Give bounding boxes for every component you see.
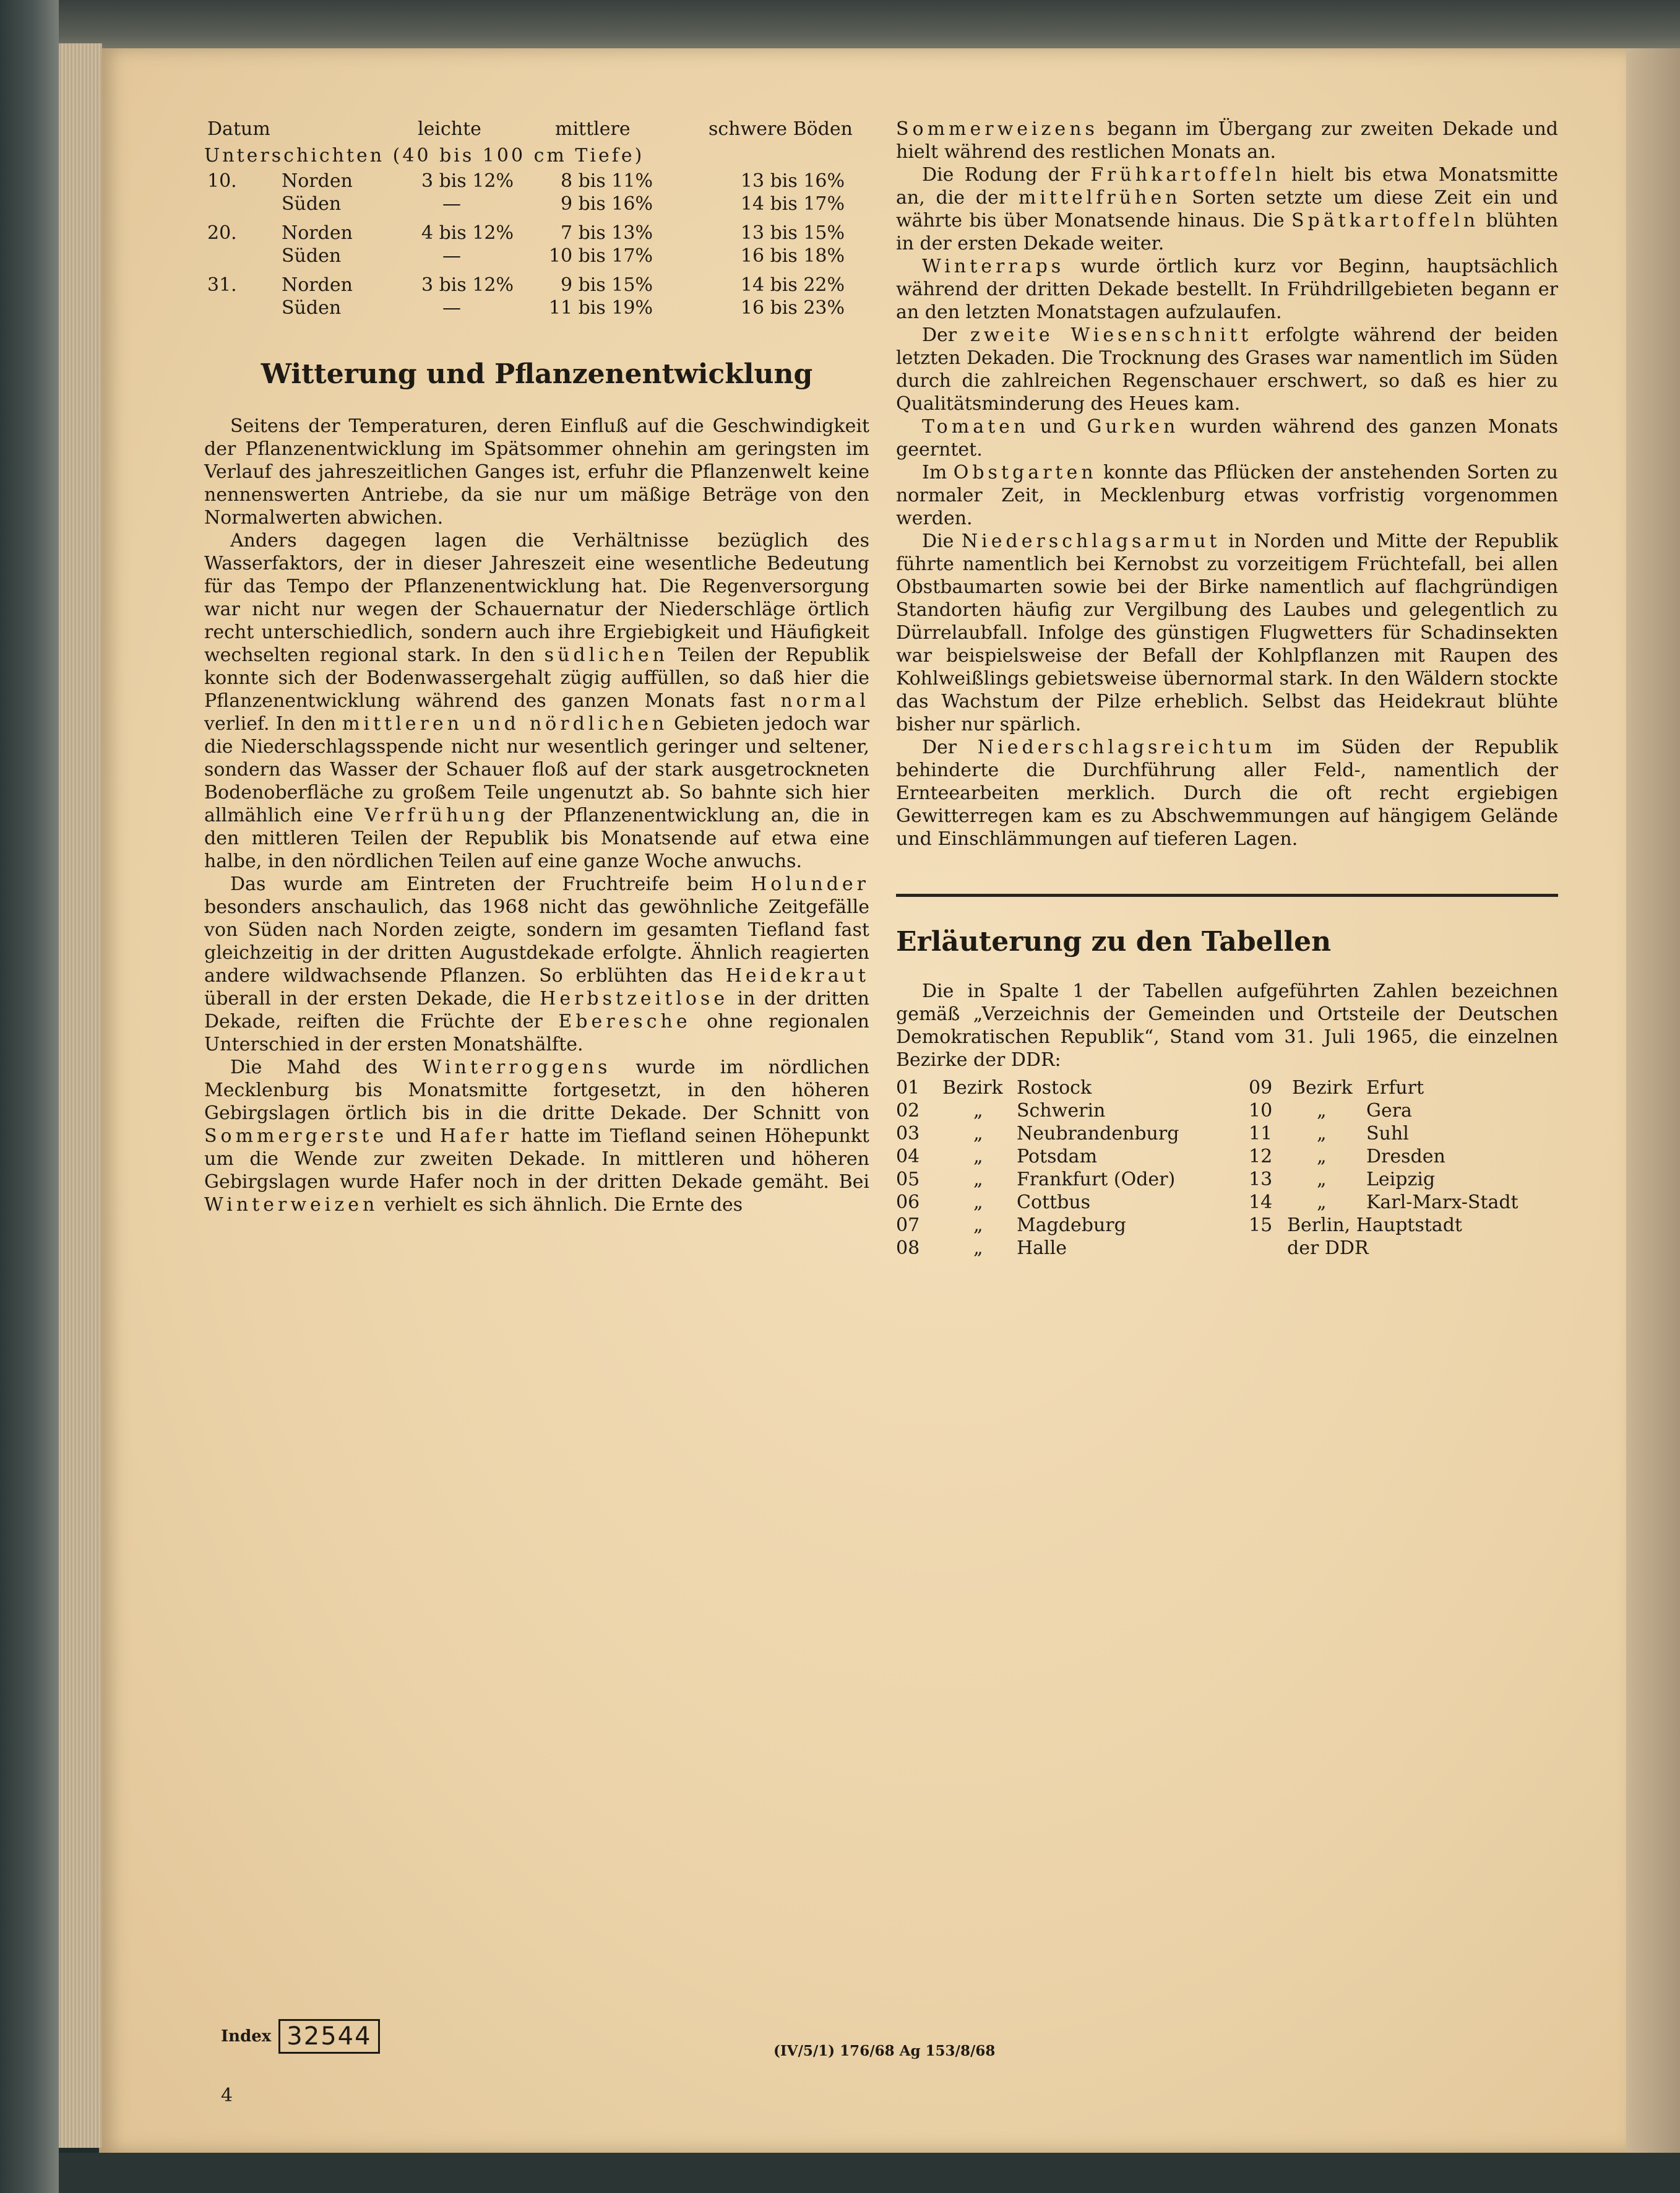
row-light: —: [442, 245, 461, 267]
paragraph-rainfall: Der Niederschlagsreichtum im Süden der Republik behinderte die Durchführung aller Feld-, namentlich der Ernteearbeiten merklich. Durch die oft recht ergiebigen Gewitterregen kam es zu Abschwemmungen auf hängigem Gelände und Einschlämmungen auf tieferen Lagen.: [896, 737, 1558, 850]
header-datum: Datum: [207, 118, 270, 140]
list-item: 04 „ Potsdam 12 „ Dresden: [896, 1146, 1445, 1167]
row-region: Süden: [282, 193, 342, 215]
list-item: 08 „ Halle der DDR: [896, 1237, 1369, 1259]
list-item: 07 „ Magdeburg 15 Berlin, Hauptstadt: [896, 1214, 1462, 1236]
row-date: 20.: [207, 222, 237, 244]
scan-bottom-edge: [59, 2153, 1680, 2193]
row-heavy: 14 bis 22%: [740, 274, 845, 296]
section-divider: [896, 894, 1558, 897]
row-medium: 11 bis 19%: [548, 297, 653, 319]
paragraph-orchard: Im Obstgarten konnte das Pflücken der anstehenden Sorten zu normaler Zeit, in Mecklenburg etwas vorfristig vorgenommen werden.: [896, 462, 1558, 529]
row-heavy: 16 bis 23%: [740, 297, 845, 319]
print-code: (IV/5/1) 176/68 Ag 153/8/68: [773, 2043, 996, 2059]
header-leichte: leichte: [418, 118, 481, 140]
page-stack-edge: [59, 43, 102, 2148]
book-binding: [0, 0, 59, 2193]
list-item: 05 „ Frankfurt (Oder) 13 „ Leipzig: [896, 1169, 1436, 1190]
paragraph-meadow: Der zweite Wiesenschnitt erfolgte während der beiden letzten Dekaden. Die Trocknung des Grases war namentlich im Süden durch die zahlreichen Regenschauer erschwert, so daß es hier zu Qualitätsminderung des Heues kam.: [896, 324, 1558, 415]
row-heavy: 14 bis 17%: [740, 193, 845, 215]
row-heavy: 16 bis 18%: [740, 245, 845, 267]
header-schwere: schwere Böden: [709, 118, 853, 140]
row-region: Süden: [282, 245, 342, 267]
header-mittlere: mittlere: [555, 118, 631, 140]
table-header-row: [204, 118, 869, 141]
table-row: [204, 274, 869, 296]
row-region: Norden: [282, 274, 353, 296]
table-row: [204, 192, 869, 215]
paragraph-water: Anders dagegen lagen die Verhältnisse bezüglich des Wasserfaktors, der in dieser Jahreszeit eine wesentliche Bedeutung für das Tempo der Pflanzenentwicklung hat. Die Regenversorgung war nicht nur wegen der Schauernatur der Niederschläge örtlich recht unterschiedlich, sondern auch ihre Ergiebigkeit und Häufigkeit wechselten regional stark. In den südlichen Teilen der Republik konnte sich der Bodenwassergehalt zügig auffüllen, so daß hier die Pflanzenentwicklung während des ganzen Monats fast normal verlief. In den mittleren und nördlichen Gebieten jedoch war die Niederschlagsspende nicht nur wesentlich geringer und seltener, sondern das Wasser der Schauer floß auf der stark ausgetrockneten Bodenoberfläche zu großem Teile ungenutzt ab. So bahnte sich hier allmählich eine Verfrühung der Pflanzenentwicklung an, die in den mittleren Teilen der Republik bis Monatsende auf etwa eine halbe, in den nördlichen Teilen auf eine ganze Woche anwuchs.: [204, 530, 870, 872]
list-item: 02 „ Schwerin 10 „ Gera: [896, 1100, 1412, 1122]
table-row: [204, 244, 869, 267]
row-light: 3 bis 12%: [421, 170, 514, 192]
page-number: 4: [221, 2085, 233, 2106]
table-row: [204, 222, 869, 244]
right-column: [896, 118, 1558, 1260]
index-number: 32544: [278, 2019, 379, 2054]
row-heavy: 13 bis 16%: [740, 170, 845, 192]
section-heading: Witterung und Pflanzenentwicklung: [261, 358, 813, 390]
paragraph-rapeseed: Winterraps wurde örtlich kurz vor Beginn, hauptsächlich während der dritten Dekade bestellt. In Frühdrillgebieten begann er an den letzten Monatstagen aufzulaufen.: [896, 256, 1558, 323]
index-block: [221, 2019, 380, 2054]
left-column: [204, 118, 869, 1216]
index-label: Index: [221, 2027, 272, 2046]
list-item: 03 „ Neubrandenburg 11 „ Suhl: [896, 1123, 1409, 1144]
paragraph-drought: Die Niederschlagsarmut in Norden und Mitte der Republik führte namentlich bei Kernobst zu vorzeitigem Früchtefall, bei allen Obstbaumarten sowie bei der Birke namentlich auf flachgründigen Standorten häufig zur Vergilbung des Laubes und gelegentlich zu Dürrelaubfall. Infolge des günstigen Flugwetters für Schadinsekten war beispielsweise der Befall der Kohlpflanzen mit Raupen des Kohlweißlings gebietsweise übernormal stark. In den Wäldern stockte das Wachstum der Pilze erheblich. Selbst das Heidekraut blühte bisher nur spärlich.: [896, 530, 1559, 735]
row-medium: 9 bis 16%: [560, 193, 653, 215]
row-medium: 7 bis 13%: [560, 222, 653, 244]
list-item: 01 Bezirk Rostock 09 Bezirk Erfurt: [896, 1077, 1424, 1099]
explanation-heading: Erläuterung zu den Tabellen: [896, 926, 1332, 958]
paragraph-harvest: Die Mahd des Winterroggens wurde im nördlichen Mecklenburg bis Monatsmitte fortgesetzt, in den höheren Gebirgslagen örtlich bis in die dritte Dekade. Der Schnitt von Sommergerste und Hafer hatte im Tiefland seinen Höhepunkt um die Wende zur zweiten Dekade. In mittleren und höheren Gebirgslagen wurde Hafer noch in der dritten Dekade gemäht. Bei Winterweizen verhielt es sich ähnlich. Die Ernte des: [204, 1057, 869, 1216]
row-medium: 10 bis 17%: [548, 245, 653, 267]
row-region: Norden: [282, 170, 353, 192]
paragraph-temperature: Seitens der Temperaturen, deren Einfluß auf die Geschwindigkeit der Pflanzenentwicklung im Spätsommer ohnehin am geringsten im Verlauf des jahreszeitlichen Ganges ist, erfuhr die Pflanzenwelt keine nennenswerten Antriebe, da sie nur um mäßige Beträge von den Normalwerten abwichen.: [204, 415, 869, 529]
paragraph-potatoes: Die Rodung der Frühkartoffeln hielt bis etwa Monatsmitte an, die der mittelfrühen Sorten setzte um diese Zeit ein und währte bis über Monatsende hinaus. Die Spätkartoffeln blühten in der ersten Dekade weiter.: [896, 164, 1558, 254]
paragraph-ripening: Das wurde am Eintreten der Fruchtreife beim Holunder besonders anschaulich, das 1968 nicht das gewöhnliche Zeitgefälle von Süden nach Norden zeigte, sondern im gesamten Tiefland fast gleichzeitig in der dritten Augustdekade erfolgte. Ähnlich reagierten andere wildwachsende Pflanzen. So erblühten das Heidekraut überall in der ersten Dekade, die Herbstzeitlose in der dritten Dekade, reiften die Früchte der Eberesche ohne regionalen Unterschied in der ersten Monatshälfte.: [204, 873, 869, 1055]
row-date: 31.: [207, 274, 237, 296]
paragraph-summer-wheat: Sommerweizens begann im Übergang zur zweiten Dekade und hielt während des restlichen Monats an.: [896, 118, 1558, 163]
soil-moisture-table: [204, 118, 869, 319]
row-medium: 8 bis 11%: [560, 170, 653, 192]
page-right-edge: [1626, 48, 1680, 2153]
row-heavy: 13 bis 15%: [740, 222, 845, 244]
district-list: [896, 1076, 1558, 1260]
explanation-intro: Die in Spalte 1 der Tabellen aufgeführten Zahlen bezeichnen gemäß „Verzeichnis der Gemeinden und Ortsteile der Deutschen Demokratischen Republik“, Stand vom 31. Juli 1965, die einzelnen Bezirke der DDR:: [896, 980, 1558, 1071]
row-light: —: [442, 297, 461, 319]
row-region: Norden: [282, 222, 353, 244]
list-item: 06 „ Cottbus 14 „ Karl-Marx-Stadt: [896, 1192, 1518, 1213]
row-region: Süden: [282, 297, 342, 319]
table-subheading: Unterschichten (40 bis 100 cm Tiefe): [204, 145, 645, 167]
table-row: [204, 296, 869, 319]
paragraph-vegetables: Tomaten und Gurken wurden während des ganzen Monats geerntet.: [896, 416, 1559, 461]
table-row: [204, 170, 869, 192]
row-date: 10.: [207, 170, 237, 192]
row-light: 4 bis 12%: [421, 222, 514, 244]
row-medium: 9 bis 15%: [560, 274, 653, 296]
row-light: 3 bis 12%: [421, 274, 514, 296]
row-light: —: [442, 193, 461, 215]
